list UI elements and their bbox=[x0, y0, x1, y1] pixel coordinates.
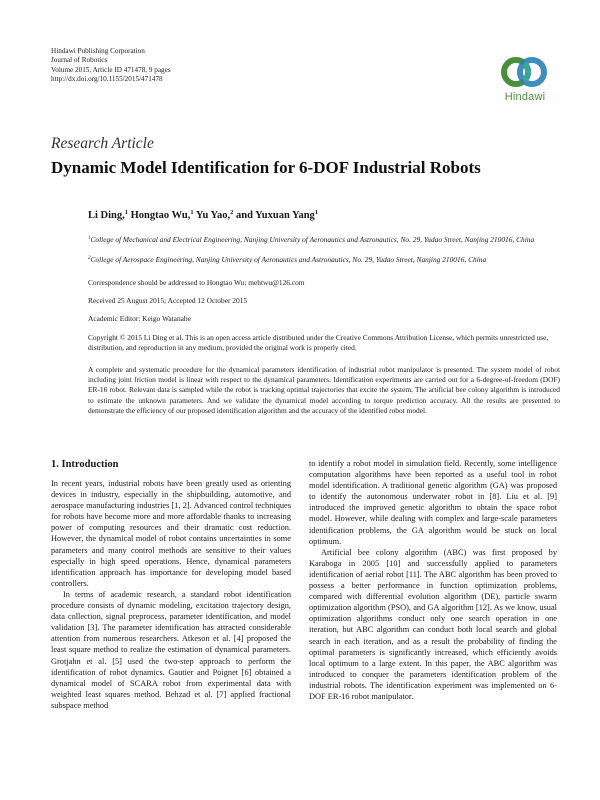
body-paragraph: Artificial bee colony algorithm (ABC) was first proposed by Karaboga in 2005 [10] and successfully applied to parameters identification of aerial robot [11]. The ABC algorithm has been proved to possess a better performance in function optimization problems, compared with differential evolution algorithm (DE), particle swarm optimization algorithm (PSO), and GA algorithm [12]. As we know, usual optimization algorithms conduct only one search operation in one iteration, but ABC algorithm can conduct both local search and global search in each iteration, and as a result the probability of finding the optimal parameters is significantly increased, which efficiently avoids local optimum to a large extent. In this paper, the ABC algorithm was introduced to conquer the parameters identification problem of the industrial robots. The identification experiment was implemented on 6-DOF ER-16 robot manipulator. bbox=[309, 547, 557, 701]
journal-name: Journal of Robotics bbox=[51, 56, 108, 65]
author-name: Hongtao Wu, bbox=[130, 210, 191, 221]
affiliation-1 bbox=[88, 234, 558, 245]
author-affil-mark: 1 bbox=[124, 209, 129, 216]
section-heading: 1. Introduction bbox=[51, 459, 119, 470]
publisher-name: Hindawi Publishing Corporation bbox=[51, 47, 145, 55]
body-paragraph: In recent years, industrial robots have been greatly used as orienting devices in industry, especially in the shipbuilding, automotive, and aerospace manufacturing industries [1, 2]. Advanced control techniques for robots have become more and more affordable thanks to increasing power of computing resources and their dramatic cost reduction. However, the dynamical model of robot contains uncertainties in some parameters and many control methods are sensitive to their values especially in high speed operations. Hence, dynamical parameters identification approach has importance for developing model based controllers. bbox=[51, 479, 291, 588]
affiliation-text: College of Aerospace Engineering, Nanjing University of Aeronautics and Astronautics, No. 29, Yudao Street, Nanjing 210016, China bbox=[90, 255, 487, 264]
affiliation-mark: 1 bbox=[88, 236, 91, 241]
author-affil-mark: 1 bbox=[190, 209, 194, 216]
body-paragraph: In terms of academic research, a standard robot identification procedure consists of dynamic modeling, excitation trajectory design, data collection, signal preprocess, parameter identification, and model validation [3]. The parameter identification has attracted considerable attention from numerous researchers. Atkeson et al. [4] proposed the least square method to realize the estimation of dynamical parameters. Grotjahn et al. [5] used the two-step approach to perform the identification of robot dynamics. Gautier and Poignet [6] obtained a dynamical model of SCARA robot from experimental data with weighted least squares method. Behzad et al. [7] applied fractional subspace method bbox=[51, 589, 291, 710]
author-list bbox=[88, 209, 318, 221]
doi-link[interactable]: http://dx.doi.org/10.1155/2015/471478 bbox=[51, 75, 163, 84]
correspondence: Correspondence should be addressed to Hongtao Wu; mehtwu@126.com bbox=[88, 278, 305, 287]
affiliation-mark: 2 bbox=[88, 256, 91, 261]
hindawi-logo-text: Hindawi bbox=[504, 91, 546, 103]
author-affil-mark: 2 bbox=[230, 209, 234, 216]
copyright-notice: Copyright © 2015 Li Ding et al. This is an open access article distributed under the Creative Commons Attribution License, which permits unrestricted use, distribution, and reproduction in any medium, provided the original work is properly cited. bbox=[88, 333, 549, 353]
journal-header bbox=[51, 47, 171, 85]
affiliation-text: College of Mechanical and Electrical Engineering, Nanjing University of Aeronautics and Astronautics, No. 29, Yudao Street, Nanjing 210016, China bbox=[90, 235, 535, 244]
body-column-right bbox=[309, 458, 557, 702]
body-paragraph: to identify a robot model in simulation field. Recently, some intelligence computation algorithms have been reported as a useful tool in robot model identification. A traditional genetic algorithm (GA) was proposed to identify the autonomous underwater robot in [8]. Liu et al. [9] introduced the improved genetic algorithm to obtain the space robot model. However, while dealing with complex and large-scale parameters identification problems, the GA algorithm would be stuck on local optimum. bbox=[309, 459, 557, 546]
author-name: and Yuxuan Yang bbox=[235, 210, 315, 221]
article-type: Research Article bbox=[51, 135, 154, 152]
academic-editor: Academic Editor: Keigo Watanabe bbox=[88, 314, 191, 323]
author-name: Li Ding, bbox=[88, 210, 125, 221]
abstract: A complete and systematic procedure for the dynamical parameters identification of industrial robot manipulator is presented. The system model of robot including joint friction model is linear with respect to the dynamical parameters. Identification experiments are carried out for a 6-degree-of-freedom (DOF) ER-16 robot. Relevant data is sampled while the robot is tracking optimal trajectories that excite the system. The artificial bee colony algorithm is introduced to estimate the unknown parameters. And we validate the dynamical model according to torque prediction accuracy. All the results are presented to demonstrate the efficiency of our proposed identification algorithm and the accuracy of the identified robot model. bbox=[88, 365, 560, 415]
author-affil-mark: 1 bbox=[314, 209, 319, 216]
author-name: Yu Yao, bbox=[195, 210, 231, 221]
volume-line: Volume 2015, Article ID 471478, 9 pages bbox=[51, 65, 171, 74]
paper-title: Dynamic Model Identification for 6-DOF Industrial Robots bbox=[51, 158, 481, 177]
received-accepted-dates: Received 25 August 2015; Accepted 12 October 2015 bbox=[88, 296, 248, 305]
body-column-left bbox=[51, 478, 291, 711]
affiliation-2 bbox=[88, 254, 558, 265]
